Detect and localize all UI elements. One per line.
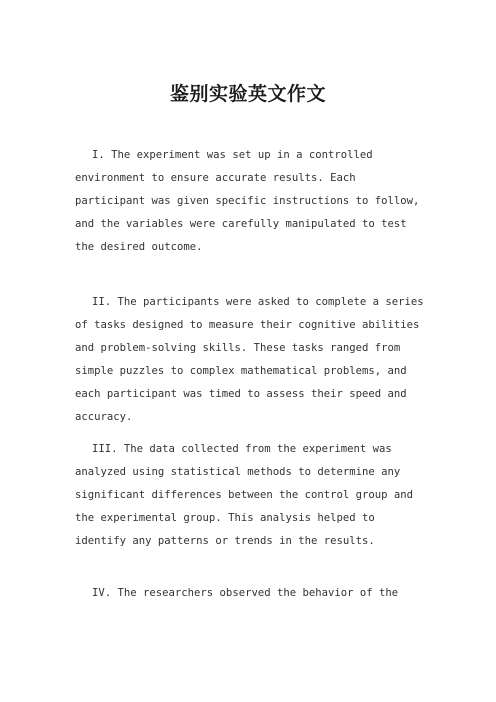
paragraph-2: II. The participants were asked to complete a series of tasks designed to measure their cognitive abilities and problem-solving skills. These tasks ranged from simple puzzles to complex mathematical problems, and each participant was timed to assess their speed and accuracy.: [75, 296, 424, 423]
paragraph-3: III. The data collected from the experiment was analyzed using statistical methods to determine any significant differences between the control group and the experimental group. This analysis helped to identify any patterns or trends in the results.: [75, 443, 414, 547]
paragraph-1: I. The experiment was set up in a controlled environment to ensure accurate results. Each participant was given specific instructions to follow, and the variables were carefully manipulated to test the desired outcome.: [75, 149, 420, 253]
paragraph-4: IV. The researchers observed the behavior of the: [92, 587, 399, 599]
document-title: 鉴别实验英文作文: [169, 83, 326, 105]
